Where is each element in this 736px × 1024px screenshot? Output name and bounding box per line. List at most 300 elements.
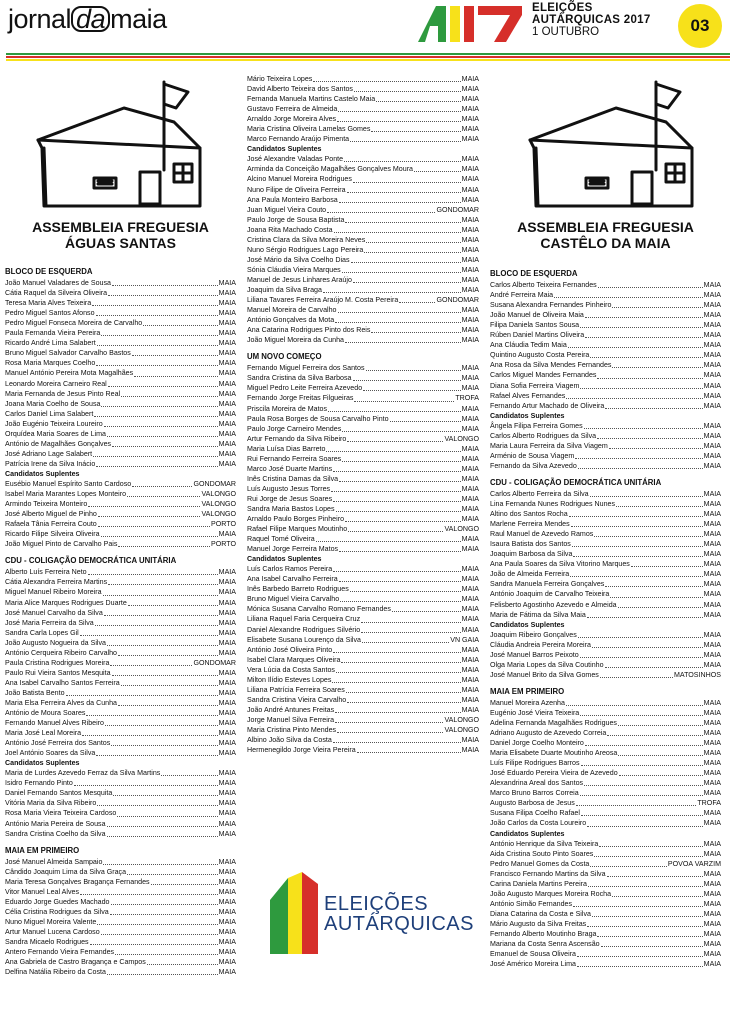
dot-leader bbox=[327, 205, 435, 213]
house-with-flag-illustration bbox=[24, 78, 214, 214]
candidate-municipality: MAIA bbox=[703, 839, 721, 848]
candidate-municipality: MAIA bbox=[461, 565, 479, 574]
candidate-municipality: MAIA bbox=[218, 688, 236, 697]
candidate-name: José Mário da Silva Coelho Dias bbox=[247, 255, 350, 264]
candidate-row bbox=[247, 195, 479, 205]
dot-leader bbox=[334, 225, 461, 233]
candidate-name: Sandra Carla Lopes Gil bbox=[5, 628, 79, 637]
candidate-row bbox=[247, 383, 479, 393]
candidate-name: Carlos Daniel Lima Salabert bbox=[5, 409, 94, 418]
candidate-name: Carina Daniela Martins Pereira bbox=[490, 879, 587, 888]
dot-leader bbox=[371, 325, 460, 333]
candidate-municipality: MAIA bbox=[703, 281, 721, 290]
dot-leader bbox=[597, 370, 702, 378]
candidate-row bbox=[5, 778, 236, 788]
candidate-row bbox=[490, 889, 721, 899]
candidate-municipality: MAIA bbox=[461, 215, 479, 224]
candidate-row bbox=[247, 635, 479, 645]
candidate-municipality: MAIA bbox=[461, 75, 479, 83]
candidate-municipality: MAIA bbox=[703, 749, 721, 758]
candidate-name: Eusébio Manuel Espírito Santo Cardoso bbox=[5, 479, 132, 488]
dot-leader bbox=[74, 778, 218, 786]
candidate-municipality: GONDOMAR bbox=[436, 205, 479, 214]
candidate-row bbox=[5, 648, 236, 658]
candidate-row bbox=[5, 698, 236, 708]
candidate-municipality: MAIA bbox=[461, 265, 479, 274]
candidate-name: Arminda da Conceição Magalhães Gonçalves Moura bbox=[247, 165, 414, 174]
party-heading: BLOCO DE ESQUERDA bbox=[5, 267, 93, 276]
candidate-name: Raul Manuel de Azevedo Ramos bbox=[490, 530, 594, 539]
dot-leader bbox=[127, 867, 218, 875]
dot-leader bbox=[339, 474, 461, 482]
candidate-municipality: MAIA bbox=[461, 655, 479, 664]
candidate-name: Lina Fernanda Nunes Rodrigues Nunes bbox=[490, 500, 616, 509]
dot-leader bbox=[118, 648, 218, 656]
candidate-municipality: MAIA bbox=[218, 829, 236, 838]
candidate-row bbox=[247, 594, 479, 604]
candidate-row bbox=[5, 768, 236, 778]
candidate-row bbox=[5, 298, 236, 308]
candidate-name: Manuel Moreira Azenha bbox=[490, 698, 565, 707]
candidate-row bbox=[247, 685, 479, 695]
candidate-row bbox=[247, 174, 479, 184]
candidate-name: Emanuel de Sousa Oliveira bbox=[490, 950, 576, 959]
candidate-name: Alberto Luís Ferreira Neto bbox=[5, 568, 87, 577]
candidate-name: Diana Catarina da Costa e Silva bbox=[490, 909, 591, 918]
candidate-name: Inês Cristina Damas da Silva bbox=[247, 474, 339, 483]
dot-leader bbox=[107, 819, 218, 827]
candidate-municipality: MAIA bbox=[703, 769, 721, 778]
dot-leader bbox=[587, 610, 703, 618]
candidate-name: Rui Jorge de Jesus Soares bbox=[247, 494, 333, 503]
candidate-name: Carlos Alberto Teixeira Fernandes bbox=[490, 281, 597, 290]
logo-right: maia bbox=[110, 4, 167, 34]
dot-leader bbox=[366, 235, 460, 243]
candidate-name: Maria Luísa Dias Barreto bbox=[247, 444, 326, 453]
dot-leader bbox=[127, 489, 200, 497]
newspaper-logo bbox=[8, 4, 167, 35]
candidate-municipality: MAIA bbox=[703, 489, 721, 498]
candidate-row bbox=[5, 328, 236, 338]
dot-leader bbox=[577, 949, 703, 957]
candidate-name: Eduardo Jorge Guedes Machado bbox=[5, 897, 110, 906]
dot-leader bbox=[364, 245, 460, 253]
dot-leader bbox=[103, 587, 218, 595]
candidate-municipality: MAIA bbox=[461, 245, 479, 254]
candidate-name: Arnaldo Paulo Borges Pinheiro bbox=[247, 515, 345, 524]
candidate-municipality: MAIA bbox=[461, 135, 479, 144]
candidate-name: Teresa Maria Alves Teixeira bbox=[5, 299, 92, 308]
candidate-municipality: MAIA bbox=[703, 698, 721, 707]
candidate-municipality: MAIA bbox=[461, 746, 479, 755]
candidate-name: Miguel Manuel Ribeiro Moreira bbox=[5, 588, 102, 597]
candidate-municipality: MAIA bbox=[218, 439, 236, 448]
candidate-row bbox=[247, 275, 479, 285]
candidate-municipality: MAIA bbox=[703, 930, 721, 938]
candidate-name: Elisabete Susana Lourenço da Silva bbox=[247, 635, 361, 644]
dot-leader bbox=[612, 360, 702, 368]
candidate-municipality: MAIA bbox=[218, 917, 236, 926]
candidate-municipality: MAIA bbox=[218, 299, 236, 308]
candidate-row bbox=[490, 718, 721, 728]
candidate-row bbox=[5, 829, 236, 839]
assembly-title-castelo-da-maia bbox=[490, 219, 721, 251]
candidate-row bbox=[490, 600, 721, 610]
candidate-municipality: MAIA bbox=[703, 331, 721, 340]
candidate-row bbox=[5, 278, 236, 288]
candidate-name: Mário Augusto da Silva Freitas bbox=[490, 919, 587, 928]
dot-leader bbox=[323, 285, 461, 293]
candidate-name: Joana Rita Machado Costa bbox=[247, 225, 333, 234]
candidate-name: Daniel Jorge Coelho Monteiro bbox=[490, 739, 584, 748]
candidate-row bbox=[5, 577, 236, 587]
candidate-row bbox=[247, 584, 479, 594]
dot-leader bbox=[335, 705, 461, 713]
candidate-row bbox=[490, 370, 721, 380]
candidate-municipality: MAIA bbox=[461, 625, 479, 634]
candidate-row bbox=[247, 235, 479, 245]
candidate-row bbox=[247, 315, 479, 325]
candidate-municipality: MAIA bbox=[461, 665, 479, 674]
substitutes-heading: Candidatos Suplentes bbox=[247, 555, 322, 564]
candidate-name: Cristina Clara da Silva Moreira Neves bbox=[247, 235, 366, 244]
candidate-row bbox=[490, 899, 721, 909]
dot-leader bbox=[619, 768, 703, 776]
candidate-name: Ricardo André Lima Salabert bbox=[5, 339, 96, 348]
dot-leader bbox=[616, 499, 703, 507]
dot-leader bbox=[96, 308, 218, 316]
candidate-municipality: MAIA bbox=[218, 349, 236, 358]
candidate-name: Fernando Artur Machado de Oliveira bbox=[490, 401, 605, 410]
candidate-row bbox=[5, 439, 236, 449]
candidate-name: João Manuel de Oliveira Maia bbox=[490, 311, 584, 320]
candidate-name: José Américo Moreira Lima bbox=[490, 960, 576, 969]
candidate-name: João Eugénio Teixeira Loureiro bbox=[5, 419, 103, 428]
candidate-row bbox=[247, 265, 479, 275]
candidate-municipality: TROFA bbox=[697, 799, 721, 808]
candidate-municipality: MAIA bbox=[218, 739, 236, 748]
dot-leader bbox=[328, 404, 461, 412]
logo-line2: AUTÁRQUICAS bbox=[324, 913, 474, 935]
candidate-row bbox=[490, 280, 721, 290]
candidate-name: Felisberto Agostinho Azevedo e Almeida bbox=[490, 600, 617, 609]
candidate-name: Marco José Duarte Martins bbox=[247, 464, 333, 473]
candidate-row bbox=[5, 338, 236, 348]
candidate-municipality: MAIA bbox=[461, 545, 479, 554]
candidate-municipality: MAIA bbox=[703, 789, 721, 798]
dot-leader bbox=[357, 745, 461, 753]
dot-leader bbox=[88, 567, 218, 575]
candidate-row bbox=[247, 434, 479, 444]
dot-leader bbox=[599, 839, 702, 847]
dot-leader bbox=[588, 879, 703, 887]
dot-leader bbox=[98, 509, 201, 517]
candidate-municipality: MAIA bbox=[461, 474, 479, 483]
candidate-row bbox=[5, 947, 236, 957]
candidate-name: Rafael Filipe Marques Moutinho bbox=[247, 525, 348, 534]
candidate-row bbox=[5, 907, 236, 917]
dot-leader bbox=[580, 788, 703, 796]
dot-leader bbox=[121, 678, 218, 686]
candidate-name: Ana Isabel Carvalho Santos Ferreira bbox=[5, 678, 120, 687]
candidate-row bbox=[490, 401, 721, 411]
dot-leader bbox=[313, 74, 460, 82]
candidate-name: Ricardo Filipe Silveira Oliveira bbox=[5, 530, 100, 539]
dot-leader bbox=[97, 798, 217, 806]
candidate-municipality: MAIA bbox=[218, 928, 236, 936]
assembly-title-line2: ÁGUAS SANTAS bbox=[65, 235, 176, 251]
candidate-row bbox=[247, 325, 479, 335]
candidate-municipality: MAIA bbox=[461, 326, 479, 335]
candidate-name: António Joaquim de Carvalho Teixeira bbox=[490, 590, 610, 599]
dot-leader bbox=[598, 280, 703, 288]
dot-leader bbox=[399, 295, 435, 303]
candidate-name: Rafael Alves Fernandes bbox=[490, 391, 566, 400]
dot-leader bbox=[362, 635, 449, 643]
dot-leader bbox=[92, 298, 217, 306]
dot-leader bbox=[592, 909, 703, 917]
candidate-municipality: VALONGO bbox=[444, 434, 479, 443]
party-heading: BLOCO DE ESQUERDA bbox=[490, 269, 578, 278]
candidate-row bbox=[490, 949, 721, 959]
candidate-row bbox=[5, 819, 236, 829]
candidate-row bbox=[5, 479, 236, 489]
candidate-municipality: MAIA bbox=[218, 409, 236, 418]
dot-leader bbox=[571, 519, 703, 527]
candidate-municipality: MAIA bbox=[461, 575, 479, 584]
candidate-row bbox=[490, 768, 721, 778]
candidate-row bbox=[5, 598, 236, 608]
dot-leader bbox=[566, 391, 702, 399]
dot-leader bbox=[578, 461, 703, 469]
dot-leader bbox=[101, 927, 218, 935]
candidate-municipality: MAIA bbox=[461, 585, 479, 594]
dot-leader bbox=[350, 584, 461, 592]
candidate-row bbox=[5, 808, 236, 818]
candidate-name: Célia Cristina Rodrigues da Silva bbox=[5, 907, 109, 916]
dot-leader bbox=[117, 808, 217, 816]
dot-leader bbox=[573, 899, 703, 907]
candidate-name: Sandra Maria Bastos Lopes bbox=[247, 504, 335, 513]
candidate-row bbox=[490, 959, 721, 969]
candidate-name: Miguel Pedro Leite Ferreira Azevedo bbox=[247, 384, 363, 393]
candidate-municipality: MAIA bbox=[218, 698, 236, 707]
candidate-name: Cláudia Andreia Pereira Moreira bbox=[490, 640, 591, 649]
dot-leader bbox=[108, 577, 218, 585]
candidate-municipality: MAIA bbox=[218, 857, 236, 866]
candidate-row bbox=[5, 748, 236, 758]
candidate-municipality: MAIA bbox=[218, 319, 236, 328]
candidate-row bbox=[490, 788, 721, 798]
dot-leader bbox=[94, 409, 217, 417]
dot-leader bbox=[353, 275, 461, 283]
candidate-municipality: MAIA bbox=[703, 321, 721, 330]
candidate-municipality: MAIA bbox=[218, 608, 236, 617]
candidate-name: Ana Isabel Carvalho Ferreira bbox=[247, 575, 338, 584]
candidate-row bbox=[490, 879, 721, 889]
dot-leader bbox=[108, 379, 218, 387]
candidate-name: Marlene Ferreira Mendes bbox=[490, 520, 570, 529]
eleicoes-autarquicas-text bbox=[324, 894, 474, 934]
a17-election-logo bbox=[416, 4, 526, 44]
dot-leader bbox=[612, 889, 703, 897]
candidate-row bbox=[5, 678, 236, 688]
candidate-row bbox=[247, 614, 479, 624]
candidate-name: Paulo Jorge de Sousa Baptista bbox=[247, 215, 345, 224]
candidate-row bbox=[5, 509, 236, 519]
candidate-name: Rui Fernando Ferreira Soares bbox=[247, 454, 342, 463]
party-heading: MAIA EM PRIMEIRO bbox=[490, 686, 565, 696]
candidate-name: Vitor Manuel Leal Alves bbox=[5, 887, 80, 896]
candidate-row bbox=[247, 665, 479, 675]
candidate-row bbox=[5, 638, 236, 648]
dot-leader bbox=[112, 278, 218, 286]
candidate-row bbox=[247, 444, 479, 454]
candidate-name: Alcino Manuel Moreira Rodrigues bbox=[247, 175, 352, 184]
candidate-name: Sandra Cristina Coelho da Silva bbox=[5, 829, 106, 838]
candidate-name: Sandra Cristina da Silva Barbosa bbox=[247, 374, 352, 383]
masthead-stripes bbox=[6, 53, 730, 62]
dot-leader bbox=[609, 441, 703, 449]
candidate-name: Joana Maria Coelho de Sousa bbox=[5, 399, 101, 408]
candidate-municipality: MAIA bbox=[703, 291, 721, 300]
candidate-municipality: MAIA bbox=[461, 615, 479, 624]
candidate-name: Marco Bruno Barros Correia bbox=[490, 789, 579, 798]
dot-leader bbox=[605, 660, 703, 668]
candidate-row bbox=[247, 114, 479, 124]
dot-leader bbox=[594, 849, 702, 857]
candidate-municipality: MAIA bbox=[218, 530, 236, 539]
candidate-municipality: MAIA bbox=[461, 306, 479, 315]
candidate-municipality: MAIA bbox=[461, 695, 479, 704]
dot-leader bbox=[66, 688, 218, 696]
candidate-row bbox=[247, 104, 479, 114]
candidate-name: Manuel António Pereira Mota Magalhães bbox=[5, 369, 134, 378]
dot-leader bbox=[105, 718, 218, 726]
candidate-name: Pedro Manuel Gomes da Costa bbox=[490, 859, 590, 868]
dot-leader bbox=[575, 451, 702, 459]
dot-leader bbox=[366, 363, 461, 371]
candidate-row bbox=[5, 798, 236, 808]
candidate-row bbox=[5, 628, 236, 638]
dot-leader bbox=[597, 431, 703, 439]
dot-leader bbox=[361, 614, 460, 622]
candidate-row bbox=[247, 154, 479, 164]
dot-leader bbox=[111, 897, 218, 905]
candidate-name: António Cerqueira Ribeiro Carvalho bbox=[5, 648, 117, 657]
candidate-row bbox=[247, 305, 479, 315]
candidate-name: Alexandrina Areal dos Santos bbox=[490, 779, 584, 788]
candidate-name: Olga Maria Lopes da Silva Coutinho bbox=[490, 660, 604, 669]
dot-leader bbox=[590, 859, 667, 867]
candidate-municipality: MAIA bbox=[703, 311, 721, 320]
candidate-municipality: MAIA bbox=[703, 819, 721, 828]
candidate-municipality: MAIA bbox=[218, 948, 236, 957]
candidate-name: Joaquim da Silva Braga bbox=[247, 285, 322, 294]
candidate-name: António José Ferreira dos Santos bbox=[5, 739, 111, 748]
candidate-municipality: MAIA bbox=[218, 809, 236, 818]
candidate-row bbox=[5, 718, 236, 728]
dot-leader bbox=[97, 338, 218, 346]
candidate-name: Manuel de Jesus Linhares Araújo bbox=[247, 275, 352, 284]
candidate-row bbox=[247, 745, 479, 755]
dot-leader bbox=[594, 529, 702, 537]
candidate-row bbox=[247, 544, 479, 554]
candidate-row bbox=[247, 245, 479, 255]
dot-leader bbox=[580, 320, 703, 328]
candidate-row bbox=[490, 519, 721, 529]
candidate-name: Mário Teixeira Lopes bbox=[247, 75, 313, 83]
candidate-municipality: MAIA bbox=[703, 441, 721, 450]
candidate-row bbox=[247, 494, 479, 504]
substitutes-heading: Candidatos Suplentes bbox=[5, 759, 80, 768]
candidate-row bbox=[5, 937, 236, 947]
candidate-municipality: MAIA bbox=[218, 429, 236, 438]
candidate-name: Arménio de Sousa Viagem bbox=[490, 451, 575, 460]
candidate-name: Bruno Miguel Salvador Carvalho Bastos bbox=[5, 349, 131, 358]
candidate-name: Patrícia Irene da Silva Inácio bbox=[5, 459, 96, 468]
candidate-name: Rúben Daniel Martins Oliveira bbox=[490, 331, 585, 340]
candidate-name: José Manuel Brito da Silva Gomes bbox=[490, 670, 599, 679]
dot-leader bbox=[376, 94, 461, 102]
candidate-name: Rosa Maria Vieira Teixeira Cardoso bbox=[5, 809, 117, 818]
candidate-name: Gustavo Ferreira de Almeida bbox=[247, 105, 338, 114]
candidate-municipality: MAIA bbox=[218, 389, 236, 398]
candidate-municipality: MAIA bbox=[461, 95, 479, 104]
candidate-name: Orquídea Maria Soares de Lima bbox=[5, 429, 106, 438]
dot-leader bbox=[336, 504, 461, 512]
candidate-municipality: MAIA bbox=[218, 618, 236, 627]
dot-leader bbox=[610, 589, 702, 597]
candidate-row bbox=[5, 927, 236, 937]
candidate-name: Manuel Moreira de Carvalho bbox=[247, 306, 337, 315]
candidate-row bbox=[5, 608, 236, 618]
candidate-municipality: MAIA bbox=[461, 504, 479, 513]
candidate-row bbox=[247, 524, 479, 534]
candidate-row bbox=[247, 205, 479, 215]
dot-leader bbox=[336, 665, 461, 673]
candidate-name: Joaquim Ribeiro Gonçalves bbox=[490, 630, 577, 639]
candidate-municipality: MAIA bbox=[461, 414, 479, 423]
candidate-name: Susana Alexandra Fernandes Pinheiro bbox=[490, 301, 612, 310]
candidate-municipality: MAIA bbox=[461, 165, 479, 174]
candidate-row bbox=[490, 441, 721, 451]
candidate-name: José Eduardo Pereira Vieira de Azevedo bbox=[490, 769, 618, 778]
dot-leader bbox=[332, 675, 460, 683]
candidate-row bbox=[247, 295, 479, 305]
candidate-municipality: MAIA bbox=[703, 580, 721, 589]
dot-leader bbox=[390, 414, 461, 422]
candidate-row bbox=[5, 318, 236, 328]
candidate-municipality: MAIA bbox=[461, 316, 479, 325]
candidate-row bbox=[5, 897, 236, 907]
dot-leader bbox=[345, 215, 460, 223]
candidate-row bbox=[490, 340, 721, 350]
candidate-municipality: MAIA bbox=[703, 570, 721, 579]
candidate-name: João de Almeida Ferreira bbox=[490, 570, 570, 579]
dot-leader bbox=[115, 947, 218, 955]
candidate-row bbox=[247, 735, 479, 745]
candidate-municipality: MAIA bbox=[703, 708, 721, 717]
dot-leader bbox=[103, 857, 217, 865]
candidate-name: Luís Augusto Jesus Torres bbox=[247, 484, 331, 493]
candidate-row bbox=[247, 414, 479, 424]
dot-leader bbox=[104, 608, 218, 616]
substitutes-heading: Candidatos Suplentes bbox=[490, 620, 565, 629]
candidate-municipality: MAIA bbox=[461, 364, 479, 373]
candidate-row bbox=[490, 451, 721, 461]
candidate-row bbox=[490, 431, 721, 441]
